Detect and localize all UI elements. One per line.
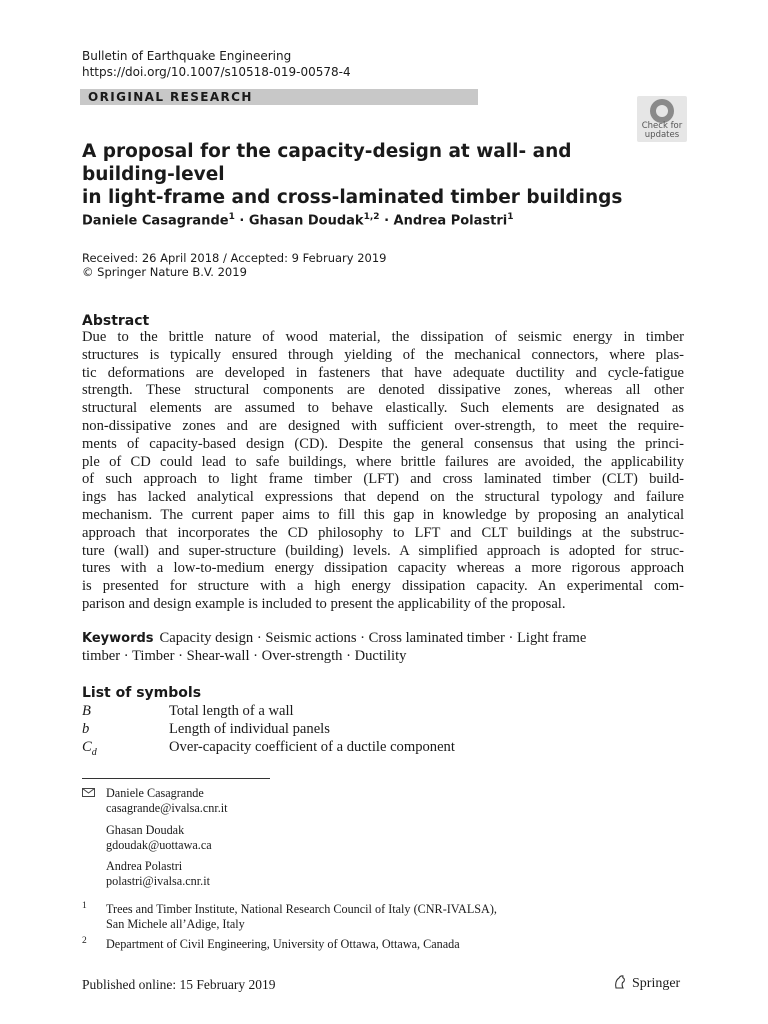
affiliation-text: Department of Civil Engineering, University of Ottawa, Ottawa, Canada: [106, 937, 460, 951]
received-accepted-dates: Received: 26 April 2018 / Accepted: 9 February 2019: [82, 251, 387, 265]
author-affiliation: 1: [507, 212, 514, 222]
copyright-notice: © Springer Nature B.V. 2019: [82, 265, 247, 279]
author-affiliation: 1: [228, 212, 235, 222]
doi-link[interactable]: https://doi.org/10.1007/s10518-019-00578-4: [82, 65, 351, 79]
paper-title: [82, 140, 652, 209]
abstract-line: approach that incorporates the CD philosophy to LFT and CLT buildings at the substruc-: [82, 524, 684, 541]
contact-email[interactable]: casagrande@ivalsa.cnr.it: [106, 801, 228, 815]
contact-name: Daniele Casagrande: [106, 786, 204, 800]
badge-line1: Check for: [641, 121, 683, 131]
symbol-subscript: d: [91, 746, 97, 758]
author-name[interactable]: Andrea Polastri: [393, 213, 508, 229]
symbol-description: Over-capacity coefficient of a ductile component: [169, 739, 455, 755]
abstract-line: ture (wall) and super-structure (building) levels. A simplified approach is adopted for struc-: [82, 542, 684, 559]
keywords-block: [82, 630, 684, 666]
keywords-label: Keywords: [82, 631, 154, 646]
abstract-line: Due to the brittle nature of wood material, the dissipation of seismic energy in timber: [82, 329, 684, 345]
symbol-row: [82, 720, 330, 738]
affiliation-number: 1: [82, 901, 87, 911]
abstract-line: tic deformations are developed in fasteners that have adequate ductility and cycle-fatigue: [82, 364, 684, 381]
keywords-line: timber · Timber · Shear-wall · Over-strength · Ductility: [82, 647, 407, 664]
author-list: [82, 208, 513, 230]
author-name[interactable]: Daniele Casagrande: [82, 213, 229, 229]
contact-email[interactable]: gdoudak@uottawa.ca: [106, 838, 212, 852]
title-line: A proposal for the capacity-design at wall- and building-level: [82, 141, 572, 185]
contact-name: Ghasan Doudak: [106, 823, 185, 837]
abstract-line: structures is typically ensured through yielding of the mechanical connectors, where plas-: [82, 346, 684, 363]
symbol: b: [82, 721, 90, 737]
published-date: Published online: 15 February 2019: [82, 977, 276, 992]
abstract-line: ments of capacity-based design (CD). Despite the general consensus that using the princi-: [82, 435, 684, 452]
publisher-logo: [612, 974, 680, 993]
author-name[interactable]: Ghasan Doudak: [248, 213, 364, 229]
springer-horse-icon: [612, 974, 628, 990]
symbol: C: [82, 739, 92, 755]
abstract-heading: Abstract: [82, 313, 150, 329]
author-affiliation: 1,2: [363, 212, 380, 222]
affiliation-text: Trees and Timber Institute, National Research Council of Italy (CNR-IVALSA),: [106, 902, 497, 916]
abstract-line: tures with a low-to-medium energy dissipation capacity whereas a more rigorous approach: [82, 560, 684, 577]
symbol-description: Total length of a wall: [169, 703, 294, 719]
affiliation-number: 2: [82, 936, 87, 946]
abstract-line: is presented for structure with a high energy dissipation capacity. An experimental com-: [82, 578, 684, 595]
abstract-line: strength. These structural components are denoted dissipative zones, whereas all other: [82, 382, 684, 399]
symbol: B: [82, 703, 91, 719]
symbol-description: Length of individual panels: [169, 721, 330, 737]
section-label: ORIGINAL RESEARCH: [88, 90, 253, 104]
keywords-line: Capacity design · Seismic actions · Cross laminated timber · Light frame: [159, 630, 587, 646]
abstract-line: parison and design example is included to present the applicability of the proposal.: [82, 595, 566, 612]
abstract-line: ple of CD could lead to safe buildings, where brittle failures are avoided, the applicability: [82, 453, 684, 470]
update-icon: [650, 99, 674, 123]
check-for-updates-badge[interactable]: [637, 96, 687, 142]
title-line: in light-frame and cross-laminated timber buildings: [82, 187, 623, 208]
abstract-line: of such approach to light frame timber (LFT) and cross laminated timber (CLT) build-: [82, 471, 684, 488]
author-separator: ·: [384, 213, 390, 229]
abstract-body: [82, 329, 684, 614]
abstract-line: structural elements are assumed to behave elastically. Such elements are designated as: [82, 400, 684, 417]
envelope-icon: [82, 788, 95, 797]
abstract-line: ings has lacked analytical expressions that depend on the structural typology and failure: [82, 489, 684, 506]
abstract-line: mechanism. The current paper aims to fill this gap in knowledge by proposing an analytical: [82, 506, 684, 523]
symbols-heading: List of symbols: [82, 685, 202, 701]
badge-line2: updates: [644, 130, 680, 140]
author-separator: ·: [239, 213, 245, 229]
abstract-line: non-dissipative zones and are designed with sufficient over-strength, to meet the require-: [82, 417, 684, 434]
affiliation-text: San Michele all’Adige, Italy: [106, 917, 245, 931]
contact-email[interactable]: polastri@ivalsa.cnr.it: [106, 874, 210, 888]
publisher-name: Springer: [632, 976, 681, 991]
footnote-rule: [82, 778, 270, 779]
journal-name: Bulletin of Earthquake Engineering: [82, 49, 292, 63]
symbol-row: [82, 738, 455, 762]
symbol-row: [82, 702, 294, 720]
contact-name: Andrea Polastri: [106, 859, 183, 873]
